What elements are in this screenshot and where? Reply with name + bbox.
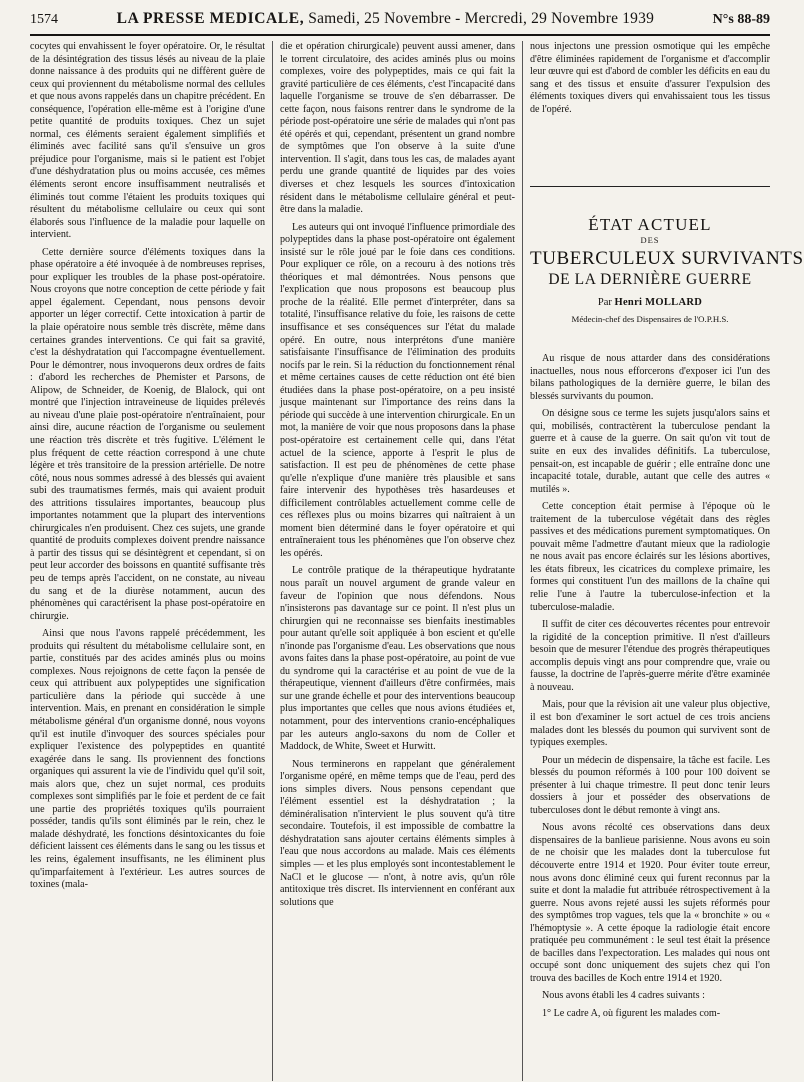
article-paragraph: Au risque de nous attarder dans des considérations inactuelles, nous nous efforcerons d'exposer ici l'un des bilans pathologiques de la dernière guerre, le bilan des blessés survivants du poumon. bbox=[530, 353, 770, 402]
article-paragraph: 1° Le cadre A, où figurent les malades com- bbox=[542, 1007, 721, 1019]
article-title-line2: DES bbox=[640, 234, 660, 245]
issue-date: Samedi, 25 Novembre - Mercredi, 29 Novembre 1939 bbox=[308, 10, 655, 27]
author-name: Henri MOLLARD bbox=[614, 297, 703, 309]
article-title-line4: DE LA DERNIÈRE GUERRE bbox=[548, 271, 752, 289]
article-paragraph: Cette conception était permise à l'époque où le traitement de la tuberculose végétait dans des règles passives et des médications purement symptomatiques. On pouvait même l'admettre d'autant mieux que la radiologie ne nous avait pas encore éclairés sur les lésions abortives, les états fibreux, les cicatrices du complexe primaire, les formes qui constituent l'un des maillons de la chaîne qui relie l'une à l'autre la tuberculose-infection et la tuberculose-maladie. bbox=[530, 501, 770, 613]
col1-paragraph: Ainsi que nous l'avons rappelé précédemment, les produits qui résultent du métabolisme cellulaire sont, en partie, constitués par des acides aminés plus ou moins complexes. Nous rejoignons de cette façon la pensée de ceux qui attribuent aux polypeptides une signification particulière dans la période qui succède à une intervention. Mais, en prenant en considération le simple métabolisme général d'un organisme donné, nous voyons qu'il est inutile d'invoquer des sources spéciales pour expliquer l'existence des polypeptides en quantité exagérée dans le sang. Ils proviennent des fonctions organiques qui assurent la vie de l'individu quel qu'il soit, mais alors que, chez un sujet normal, ces produits complexes sont simplifiés par le foie et perdent de ce fait une partie des propriétés toxiques qu'ils pourraient posséder, tandis qu'ils sont éliminés par le rein, chez le malade déshydraté, les fonctions désintoxicantes du foie déficient laissent ces éléments dans le sang ou les tissus et les reins, également insuffisants, ne les éliminent plus qu'imparfaitement à l'extérieur. Les autres sources de toxines (mala- bbox=[30, 628, 266, 891]
article-paragraph: Pour un médecin de dispensaire, la tâche est facile. Les blessés du poumon réformés à 100 pour 100 doivent se présenter à lui chaque trimestre. Il peut donc tenir leurs dossiers à jour et posséder des observations de tuberculoses dont le début remonte à vingt ans. bbox=[530, 754, 770, 816]
col2-paragraph: die et opération chirurgicale) peuvent aussi amener, dans le torrent circulatoire, des acides aminés plus ou moins complexes, voire des polypeptides, mais ce qui fait la gravité particulière de ces éléments, c'est l'incapacité dans laquelle l'organisme se trouve de s'en débarrasser. De cette façon, nous faisons rentrer dans le syndrome de la période post-opératoire une série de malades qui n'ont pas été opérés et qui, cependant, présentent un grand nombre de symptômes que l'on observe à la suite d'une intervention. Il s'agit, dans tous les cas, de malades ayant perdu une grande quantité de liquides par des voies diverses et chez lesquels les sources d'intoxication résident dans le métabolisme cellulaire général et peut-être dans la maladie. bbox=[280, 41, 516, 216]
article-paragraph: Nous avons établi les 4 cadres suivants : bbox=[542, 990, 705, 1002]
column-divider bbox=[272, 41, 273, 1081]
masthead bbox=[58, 10, 713, 28]
column-2 bbox=[280, 41, 515, 1081]
col3-continuation: nous injectons une pression osmotique qui les empêche d'être éliminées rapidement de l'organisme et d'accomplir leur œuvre qui est d'abord de combler les déficits en eau du sang et des tissus et ensuite d'assurer l'expulsion des éléments toxiques divers qui envahissaient tous les tissus de l'opéré. bbox=[530, 41, 770, 115]
column-3 bbox=[530, 41, 804, 1081]
author-prefix: Par bbox=[597, 297, 612, 309]
columns bbox=[30, 41, 804, 1081]
article-heading bbox=[530, 215, 804, 325]
article-title-line1: ÉTAT ACTUEL bbox=[588, 215, 712, 234]
page-header bbox=[30, 10, 770, 36]
col1-paragraph: Cette dernière source d'éléments toxiques dans la phase opératoire a été invoquée à de nombreuses reprises, pour expliquer les troubles de la phase post-opératoire. Nous croyons que notre conception de cette période y fait appel également. Cependant, nous pensons devoir apporter un léger correctif. Cette intoxication à partir de la plaie opératoire nous semble très discrète, même dans certaines grandes interventions. Ce qui fait sa gravité, c'est la déshydratation qui l'accompagne éventuellement. Pour le démontrer, nous invoquerons deux ordres de faits : d'abord les recherches de Phemister et Parsons, de Alipow, de Schneider, de Koenig, de Blalock, qui ont montré que l'injection intraveineuse de liquides prélevés au niveau d'une plaie post-opératoire n'entraînaient, pour ainsi dire, aucune réaction de l'organisme ou seulement une réaction très discrète et très fugitive. L'élément le plus fréquent de cette réaction correspond à une chute légère et très transitoire de la pression artérielle. De notre côté, nous nous sommes adressé à des blessés qui avaient subi des traumatismes fermés, mais qui avaient produit des attritions tissulaires importantes, beaucoup plus importantes notamment que la plupart des interventions chirurgicales n'en produisent. Chez ces sujets, une grande quantité de produits complexes doivent prendre naissance à partir des tissus qui se désintègrent et cependant, si on peut leur accorder des boissons en quantité suffisante très peu de temps après l'accident, on ne constate, au niveau du sang et de la diurèse notamment, aucun des phénomènes qui caractérisent la phase post-opératoire en chirurgie. bbox=[30, 246, 266, 622]
article-body bbox=[530, 353, 770, 1020]
page-number: 1574 bbox=[30, 12, 58, 27]
col2-paragraph: Les auteurs qui ont invoqué l'influence primordiale des polypeptides dans la phase post-opératoire ont également insisté sur le rôle joué par le foie dans ces conditions. Pour expliquer ce rôle, on a recouru à des notions très théoriques et mal démontrées. Nous pensons que l'explication que nous proposons est beaucoup plus proche de la réalité. Elle permet d'interpréter, dans sa totalité, l'insuffisance relative du foie, les raisons de cette insuffisance et ses conséquences sur l'état du malade opéré. En outre, nous interprétons d'une manière satisfaisante l'insuffisance de l'élimination des produits nocifs par le rein. Si la réduction du fonctionnement rénal et même certaines causes de cette réduction ont été bien étudiées dans la phase post-opératoire, on a peu insisté jusque maintenant sur l'importance des reins dans la période qui succède à une intervention chirurgicale. En un mot, la manière de voir que nous proposons dans la phase post-opératoire est certainement celle qui, dans l'état actuel de la science, apporte à l'esprit le plus de satisfaction. Il est peu de phénomènes de cette phase qu'elle n'explique d'une manière très plausible et sans faire intervenir des hypothèses très hasardeuses et difficilement contrôlables actuellement comme celle de ces réflexes plus ou moins bizarres qui naîtraient à un moment bien déterminé dans le foyer opératoire et qui entraîneraient tous les phénomènes que l'on observe chez les opérés. bbox=[280, 221, 516, 559]
column-divider bbox=[522, 41, 523, 1081]
author-affiliation: Médecin-chef des Dispensaires de l'O.P.H.S. bbox=[571, 313, 729, 324]
previous-article-end bbox=[530, 41, 770, 174]
publication-name: LA PRESSE MEDICALE, bbox=[116, 10, 305, 27]
article-paragraph: Nous avons récolté ces observations dans deux dispensaires de la banlieue parisienne. Nous avons eu soin de ne choisir que les malades dont la tuberculose fut découverte entre 1914 et 1920. Pour éviter toute erreur, nous avons donc éliminé ceux qui furent reconnus par la suite et dont la maladie fut attribuée rétrospectivement à la guerre. Nous avons rejeté aussi les sujets réformés pour des symptômes trop vagues, tels que la « bronchite » ou « l'hémoptysie ». A cette époque la radiologie était encore pratiquée peu communément : le seul test était la présence de bacilles dans l'expectoration. Les malades qui nous ont occupé sont donc uniquement des sujets chez qui l'on trouva des bacilles de Koch entre 1914 et 1920. bbox=[530, 822, 770, 984]
col1-paragraph: cocytes qui envahissent le foyer opératoire. Or, le résultat de la désintégration des tissus lésés au niveau de la plaie donne naissance à des produits qui ne diffèrent guère de ceux qui proviennent du métabolisme normal des cellules et que nous avons rappelés dans un chapitre précédent. En conséquence, l'opération elle-même est à l'origine d'une petite quantité de produits toxiques. Chez un sujet normal, ces éléments seraient également simplifiés et éliminés avec facilité sans qu'il s'ensuive un gros préjudice pour l'organisme, mais si le patient est l'objet d'une déshydratation plus ou moins accusée, ces mêmes éléments seront encore insuffisamment neutralisés et éliminés tout comme l'étaient les produits toxiques qui résultent du métabolisme cellulaire ou ceux qui sont élaborés sous l'influence de la maladie pour laquelle on intervient. bbox=[30, 41, 266, 241]
issue-number: N°s 88-89 bbox=[712, 12, 770, 27]
col2-paragraph: Le contrôle pratique de la thérapeutique hydratante nous paraît un nouvel argument de grande valeur en faveur de l'opinion que nous défendons. Nous n'insisterons pas davantage sur ce point. Il n'est plus un chirurgien qui ne reconnaisse ses bienfaits inestimables pour autant qu'elle soit appliquée à bon escient et qu'elle n'inonde pas l'organisme d'eau. Les observations que nous avons faites dans la phase post-opératoire, au point de vue du syndrome qui la caractérise et au point de vue de la thérapeutique, viennent d'ailleurs d'être confirmées, mais sur une grande échelle et pour des interventions beaucoup plus importantes que celles que nous avions étudiées et, notamment, pour des interventions cranio-encéphaliques par les auteurs anglo-saxons du nom de Coller et Maddock, de White, Sweet et Hurwitt. bbox=[280, 565, 516, 753]
column-1 bbox=[30, 41, 265, 1081]
article-paragraph: Mais, pour que la révision ait une valeur plus objective, il est bon d'examiner le sort actuel de ces trois anciens malades dont les blessés du poumon qui survivent sont de typiques exemples. bbox=[530, 699, 770, 749]
article-paragraph: Il suffit de citer ces découvertes récentes pour entrevoir la rigidité de la conception primitive. Il n'est d'ailleurs besoin que de mesurer l'étendue des progrès thérapeutiques accomplis depuis vingt ans pour comprendre que, vraie ou fausse, la doctrine de l'après-guerre mérite d'être examinée à nouveau. bbox=[530, 619, 770, 693]
article-author bbox=[530, 297, 770, 310]
col2-paragraph: Nous terminerons en rappelant que généralement l'organisme opéré, en même temps que de l'eau, perd des ions simples divers. Nous pensons cependant que l'élément essentiel est la déshydratation ; la déminéralisation n'intervient le plus souvent qu'à titre secondaire. Toutefois, il est impossible de combattre la déshydratation sans ajouter certains éléments simples à l'eau que nous accordons au malade. Mais ces éléments simples — et les plus employés sont incontestablement le NaCl et le glucose — n'ont, à notre avis, qu'un rôle antitoxique très discret. Ils interviennent en conférant aux solutions que bbox=[280, 758, 516, 908]
article-separator bbox=[530, 186, 770, 187]
article-title-line3: TUBERCULEUX SURVIVANTS bbox=[530, 248, 804, 270]
article-paragraph: On désigne sous ce terme les sujets jusqu'alors sains et qui, mobilisés, contractèrent la tuberculose pendant la guerre et à cause de la guerre. On sait qu'on vit tout de suite en eux des invalides définitifs. La tuberculose, pensait-on, est incapable de guérir ; elle entraîne donc une incapacité totale, durable, autant que celle des autres « mutilés ». bbox=[530, 408, 770, 495]
